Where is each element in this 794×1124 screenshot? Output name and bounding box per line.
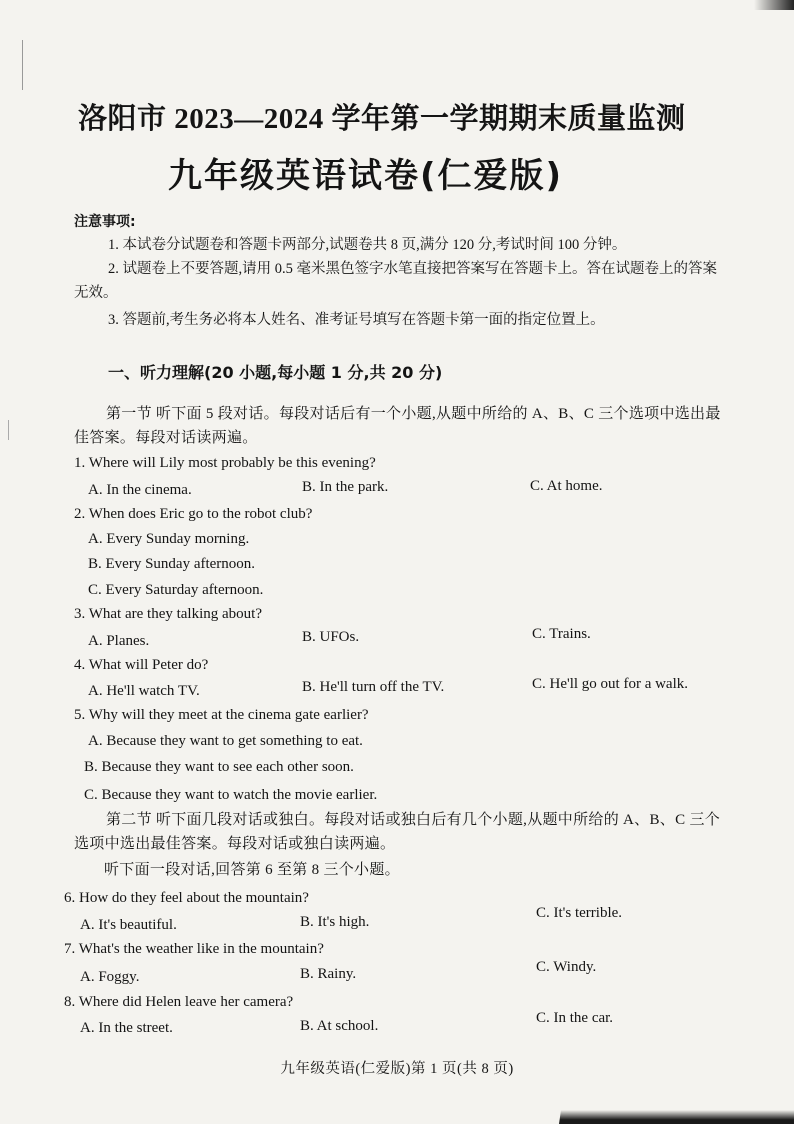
option-4c: C. He'll go out for a walk. bbox=[532, 676, 689, 692]
margin-mark bbox=[22, 40, 23, 90]
scan-shadow-bottom bbox=[559, 1110, 794, 1124]
option-6a: A. It's beautiful. bbox=[80, 917, 177, 933]
question-4: 4. What will Peter do? bbox=[74, 657, 209, 673]
option-3a: A. Planes. bbox=[88, 633, 150, 649]
question-2: 2. When does Eric go to the robot club? bbox=[74, 506, 313, 522]
option-4a: A. He'll watch TV. bbox=[88, 683, 200, 699]
notice-item: 2. 试题卷上不要答题,请用 0.5 毫米黑色签字水笔直接把答案写在答题卡上。答在试题卷上的答案无效。 bbox=[74, 261, 717, 301]
margin-mark bbox=[8, 420, 9, 440]
option-8a: A. In the street. bbox=[80, 1020, 173, 1036]
page-footer: 九年级英语(仁爱版)第 1 页(共 8 页) bbox=[280, 1061, 514, 1077]
option-6c: C. It's terrible. bbox=[536, 905, 623, 921]
exam-subtitle: 九年级英语试卷(仁爱版) bbox=[168, 156, 564, 196]
question-8: 8. Where did Helen leave her camera? bbox=[64, 994, 294, 1010]
option-2c: C. Every Saturday afternoon. bbox=[88, 582, 264, 598]
option-2a: A. Every Sunday morning. bbox=[88, 531, 250, 547]
option-8b: B. At school. bbox=[300, 1018, 379, 1034]
exam-title: 洛阳市 2023—2024 学年第一学期期末质量监测 bbox=[78, 103, 686, 135]
option-7a: A. Foggy. bbox=[80, 969, 140, 985]
question-1: 1. Where will Lily most probably be this evening? bbox=[74, 455, 376, 471]
question-3: 3. What are they talking about? bbox=[74, 606, 262, 622]
option-1b: B. In the park. bbox=[302, 479, 389, 495]
option-8c: C. In the car. bbox=[536, 1010, 614, 1026]
option-4b: B. He'll turn off the TV. bbox=[302, 679, 445, 695]
question-5: 5. Why will they meet at the cinema gate earlier? bbox=[74, 707, 369, 723]
option-1a: A. In the cinema. bbox=[88, 482, 192, 498]
option-7b: B. Rainy. bbox=[300, 966, 357, 982]
option-1c: C. At home. bbox=[530, 478, 603, 494]
option-3b: B. UFOs. bbox=[302, 629, 360, 645]
part1-instruction: 第一节 听下面 5 段对话。每段对话后有一个小题,从题中所给的 A、B、C 三个选项中选出最佳答案。每段对话读两遍。 bbox=[74, 406, 721, 446]
notice-item: 3. 答题前,考生务必将本人姓名、准考证号填写在答题卡第一面的指定位置上。 bbox=[108, 312, 605, 328]
option-7c: C. Windy. bbox=[536, 959, 597, 975]
question-7: 7. What's the weather like in the mountain? bbox=[64, 941, 324, 957]
option-5b: B. Because they want to see each other soon. bbox=[84, 759, 354, 775]
notice-heading: 注意事项: bbox=[74, 214, 136, 230]
section-heading: 一、听力理解(20 小题,每小题 1 分,共 20 分) bbox=[108, 363, 443, 382]
option-5c: C. Because they want to watch the movie earlier. bbox=[84, 787, 378, 803]
question-6: 6. How do they feel about the mountain? bbox=[64, 890, 309, 906]
part2-instruction: 第二节 听下面几段对话或独白。每段对话或独白后有几个小题,从题中所给的 A、B、C 三个选项中选出最佳答案。每段对话或独白读两遍。 bbox=[74, 812, 721, 852]
option-5a: A. Because they want to get something to eat. bbox=[88, 733, 363, 749]
notice-item: 1. 本试卷分试题卷和答题卡两部分,试题卷共 8 页,满分 120 分,考试时间 100 分钟。 bbox=[108, 237, 627, 253]
scan-shadow-top bbox=[754, 0, 794, 10]
option-6b: B. It's high. bbox=[300, 914, 370, 930]
part2-subinstruction: 听下面一段对话,回答第 6 至第 8 三个小题。 bbox=[104, 862, 400, 878]
option-2b: B. Every Sunday afternoon. bbox=[88, 556, 256, 572]
option-3c: C. Trains. bbox=[532, 626, 591, 642]
